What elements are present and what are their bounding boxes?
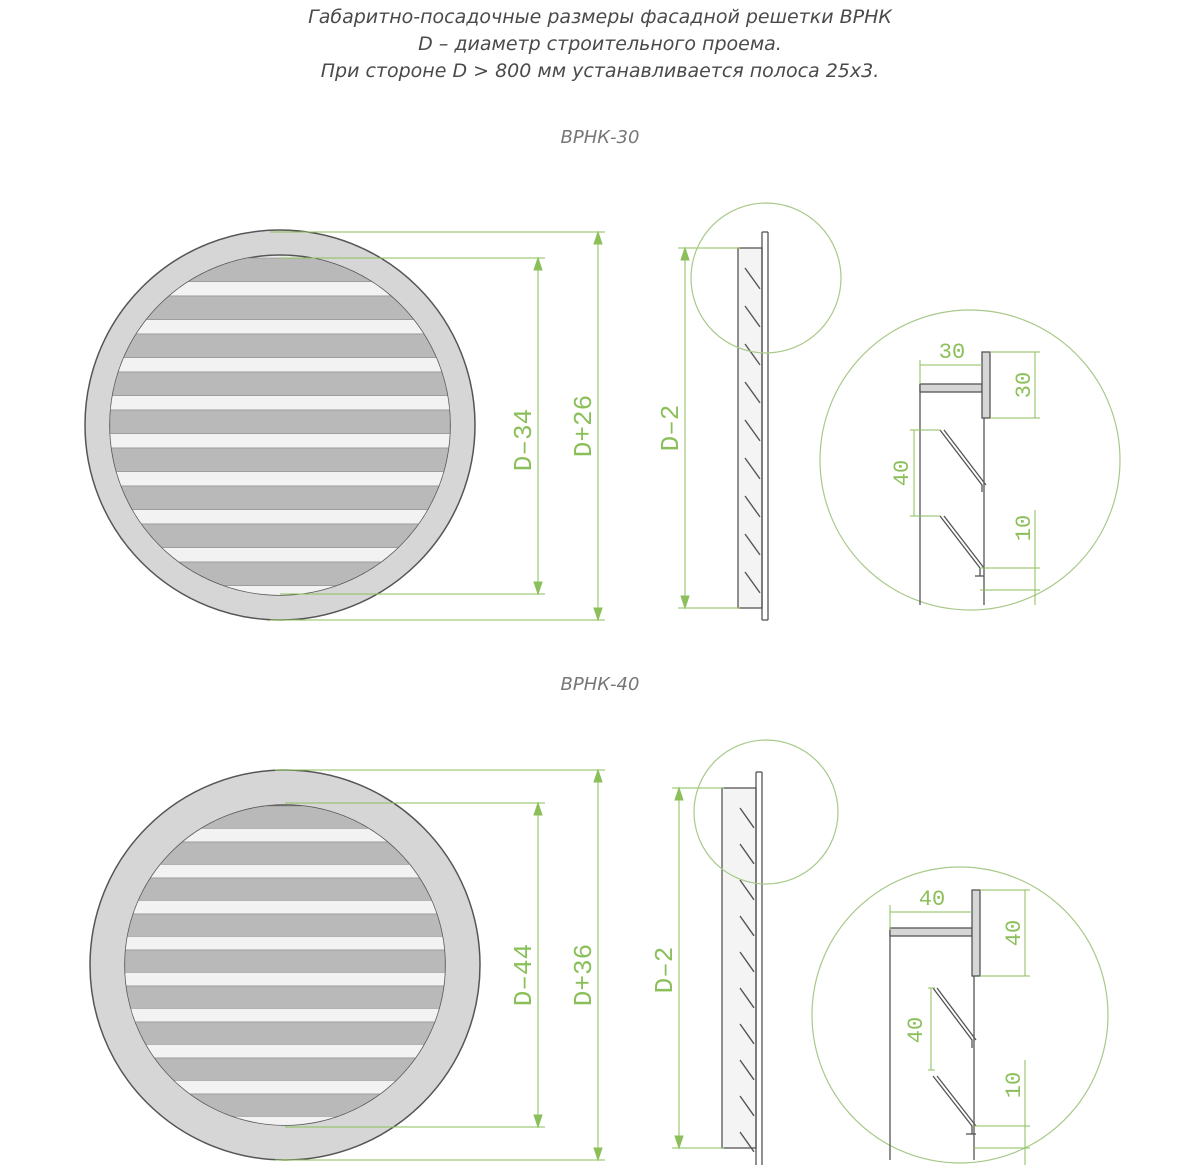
louver-slat (125, 914, 445, 936)
detail-width-30: 30 (938, 340, 966, 365)
louver-gap (125, 900, 445, 914)
detail-view-vrnk-30 (920, 352, 990, 605)
louver-gap (110, 434, 450, 448)
detail-callout-small-40 (694, 740, 838, 884)
detail-callout-small-30 (691, 203, 841, 353)
side-view-vrnk-40 (722, 772, 762, 1165)
detail-height-40: 40 (1002, 919, 1027, 947)
louver-gap (125, 864, 445, 878)
detail-width-40: 40 (918, 887, 946, 912)
dim-side-30: D–2 (656, 404, 686, 452)
louver-slat (125, 1058, 445, 1080)
dim-inner-30: D–34 (509, 408, 539, 472)
detail-pitch-30: 40 (890, 459, 915, 487)
header-line-2: D – диаметр строительного проема. (418, 33, 782, 55)
louver-slat (110, 486, 450, 510)
dim-inner-40: D–44 (509, 943, 539, 1007)
louver-slat (110, 334, 450, 358)
louver-gap (110, 320, 450, 334)
section-title-vrnk-40: ВРНК-40 (560, 674, 640, 695)
louver-slat (125, 1022, 445, 1044)
dim-outer-40: D+36 (569, 943, 599, 1007)
louver-slat (125, 986, 445, 1008)
section-title-vrnk-30: ВРНК-30 (560, 127, 640, 148)
louver-slat (125, 950, 445, 972)
louver-gap (125, 1044, 445, 1058)
louver-slat (110, 410, 450, 434)
louver-slat (125, 878, 445, 900)
louver-gap (110, 358, 450, 372)
detail-callout-large-40 (812, 867, 1108, 1163)
louver-gap (110, 396, 450, 410)
louver-gap (125, 972, 445, 986)
detail-gap-30: 10 (1012, 514, 1037, 542)
louver-slat (110, 372, 450, 396)
louver-gap (110, 510, 450, 524)
dimension-side-30 (678, 248, 740, 608)
louver-slat (110, 524, 450, 548)
detail-pitch-40: 40 (904, 1016, 929, 1044)
louver-gap (125, 1008, 445, 1022)
louver-gap (110, 472, 450, 486)
side-view-vrnk-30 (738, 232, 768, 620)
dim-side-40: D–2 (650, 946, 680, 994)
header-line-3: При стороне D > 800 мм устанавливается полоса 25х3. (320, 60, 880, 82)
dim-outer-30: D+26 (569, 394, 599, 458)
header-line-1: Габаритно-посадочные размеры фасадной решетки ВРНК (308, 6, 892, 28)
louver-slat (110, 448, 450, 472)
detail-gap-40: 10 (1002, 1071, 1027, 1099)
detail-height-30: 30 (1012, 371, 1037, 399)
detail-callout-large-30 (820, 310, 1120, 610)
front-view-vrnk-30 (85, 230, 475, 620)
louver-gap (125, 936, 445, 950)
front-view-vrnk-40 (90, 770, 480, 1160)
